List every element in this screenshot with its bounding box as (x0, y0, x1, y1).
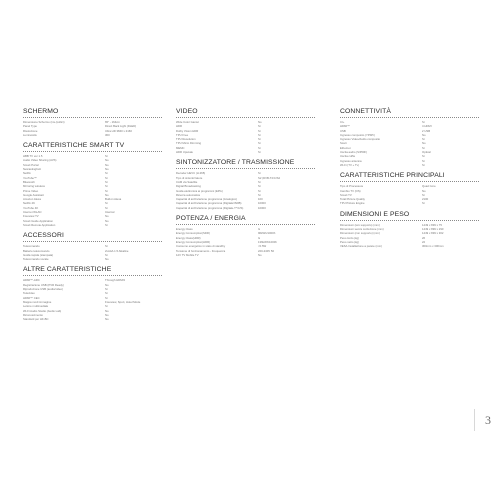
spec-label: YouTube 4K (23, 205, 39, 210)
spec-value: Sì (105, 244, 108, 249)
spec-label: Dimensioni (con supporto) (mm) (340, 231, 380, 236)
spec-value: Sì (105, 184, 108, 189)
spec-label: TPU Resolution (176, 137, 196, 142)
section-title: SCHERMO (23, 108, 59, 115)
spec-label: Netflix (23, 171, 31, 176)
spec-value: 10000 (258, 205, 266, 210)
spec-value: Sì (422, 145, 425, 150)
spec-label: Amazon Alexa (23, 197, 41, 202)
spec-value: Sì (422, 120, 425, 124)
spec-value: Sì (258, 128, 261, 133)
spec-value: 100 (258, 197, 263, 202)
spec-label: HDMI™ (340, 124, 350, 129)
spec-value: No (105, 282, 109, 287)
spec-value: Sì (258, 184, 261, 189)
spec-section (176, 107, 316, 154)
spec-value: Sì (422, 154, 425, 159)
spec-label: Energy Class(HDR) (176, 235, 201, 240)
spec-column-left (23, 104, 163, 325)
spec-section (340, 171, 480, 205)
spec-label: Bluetooth (23, 179, 35, 184)
spec-value: Sì (258, 179, 261, 184)
spec-value: 1449 x 839 x 75 (422, 222, 442, 227)
spec-value: No (105, 162, 109, 167)
spec-value: Sì (258, 192, 261, 197)
spec-label: Mappa modi immagine (23, 299, 52, 304)
section-title: CARATTERISTICHE PRINCIPALI (340, 172, 445, 180)
spec-value: Quad Core (422, 184, 436, 189)
spec-label: Tipo di Processore (340, 184, 364, 189)
spec-label: Internet WLAN (23, 210, 42, 215)
spec-value: Sì (258, 171, 261, 176)
spec-label: Scart (340, 141, 347, 146)
spec-label: Smart Portal (23, 162, 39, 167)
spec-label: HDMI™-ARC (23, 278, 40, 283)
spec-section (23, 265, 163, 321)
spec-value: Sì (258, 132, 261, 137)
spec-value: Sì (258, 124, 261, 129)
spec-label: Wide Color Gamut (176, 120, 200, 124)
spec-label: YouTube™ (23, 175, 37, 180)
section-divider (23, 151, 163, 152)
spec-value: 10000 (258, 201, 266, 206)
section-divider (340, 220, 480, 221)
section-divider (340, 117, 480, 118)
spec-label: Peso lordo (kg) (340, 235, 359, 240)
spec-label: Luminosità (23, 132, 37, 137)
spec-value: Sì (105, 291, 108, 296)
spec-label: Prime Video (23, 188, 39, 193)
spec-section (23, 231, 163, 261)
spec-value: Sì (258, 145, 261, 150)
spec-label: Audio Video Sharing (AVS) (23, 158, 57, 163)
spec-label: Capacità di archiviazione programma (Digitale-T*/C/S) (176, 205, 244, 210)
spec-value: No (105, 158, 109, 163)
spec-row (176, 150, 316, 154)
spec-label: Energy Class (176, 227, 193, 232)
spec-label: Freeview TV (23, 214, 39, 219)
spec-label: CAM via Satellite (176, 179, 198, 184)
spec-value: 22 (422, 239, 426, 244)
section-title: VIDEO (176, 108, 198, 115)
spec-label: Consumo energetico in stato di standby (176, 244, 226, 249)
section-title: CARATTERISTICHE SMART TV (23, 142, 125, 150)
spec-label: CI+ (340, 120, 345, 124)
spec-section (340, 107, 480, 167)
spec-value: Sì (105, 205, 108, 210)
spec-value: No (258, 120, 262, 124)
spec-label: TPU Micro Dimming (176, 141, 202, 146)
spec-value: Sì (258, 137, 261, 142)
spec-label: Netcastingbutt (23, 167, 41, 172)
spec-label: Riproduzione USB (audio/video) (23, 287, 63, 292)
spec-value: Through HDMI3 (105, 278, 125, 283)
spec-value: No (422, 188, 426, 193)
spec-label: Telecomando (23, 244, 40, 249)
spec-value: Internal (105, 210, 115, 215)
spec-label: Energy Consumption(HDR) (176, 239, 211, 244)
section-title: ALTRE CARATTERISTICHE (23, 266, 112, 274)
spec-label: Mirroring wireless (23, 184, 45, 189)
spec-value: Sì (422, 192, 425, 197)
spec-label: Capacità di archiviazione programma (Analogico) (176, 197, 238, 202)
spec-label: HDMI™ CEC (23, 295, 40, 300)
spec-label: Uscita audio (S/PDIF) (340, 150, 368, 155)
spec-value: <0.5W (258, 244, 267, 249)
spec-value: Sì (105, 154, 108, 159)
spec-value: No (258, 252, 262, 257)
spec-value: G (258, 227, 261, 232)
spec-value: Sì (422, 201, 425, 206)
spec-value: Freeview, Sport, Hotel Mode (105, 299, 141, 304)
spec-label: Lettore multimediale (23, 304, 49, 309)
spec-value: 1449 x 839 x 302 (422, 231, 444, 236)
spec-value: S2 (DVB-T2/C/S2 (258, 175, 281, 180)
spec-section (23, 107, 163, 137)
spec-label: Cambio TV (OS) (340, 188, 361, 193)
spec-value: Sì (258, 141, 261, 146)
spec-row (23, 257, 163, 261)
spec-value: Sì (105, 179, 108, 184)
spec-value: 300mm x 300mm (422, 244, 444, 249)
spec-value: Sì (105, 171, 108, 176)
spec-label: Ingresso composito (YPbPr) (340, 132, 375, 137)
spec-label: Tensione di funzionamento - Frequenza (176, 248, 226, 253)
spec-label: Peso netto (kg) (340, 239, 359, 244)
spec-value: 4 HDMI (422, 124, 432, 129)
spec-value: Sì (105, 252, 108, 257)
spec-value: No (105, 317, 109, 322)
section-divider (176, 168, 316, 169)
spec-label: Capacità di archiviazione programma (Digitale/ISDB) (176, 201, 242, 206)
spec-label: Registrazione USB (PVR Ready) (23, 282, 64, 287)
spec-value: Sì (105, 175, 108, 180)
spec-label: Dimensioni senza confezione (mm) (340, 227, 384, 232)
spec-row (340, 201, 480, 205)
spec-label: Ingresso Video/Audio composito (340, 137, 381, 142)
section-title: DIMENSIONI E PESO (340, 210, 410, 218)
spec-label: 12V TV Mobile TV (176, 252, 199, 257)
spec-label: Guida rapida (stampata) (23, 252, 54, 257)
spec-value: Ultra HD 3840 x 2160 (105, 128, 132, 133)
spec-value: 65" - 164cm (105, 120, 120, 124)
spec-value: 220-240V 50 (258, 248, 275, 253)
spec-row (176, 206, 316, 210)
spec-label: Dimensione Schermo (ins./pollici) (23, 120, 65, 124)
spec-label: Risoluzione (23, 128, 38, 133)
section-divider (176, 117, 316, 118)
spec-column-middle (176, 104, 316, 261)
section-title: SINTONIZZATORE / TRASMISSIONE (176, 159, 295, 167)
spec-value: No (105, 218, 109, 223)
spec-value: 26 (422, 235, 426, 240)
spec-label: Standard per HF-BC (23, 317, 49, 322)
spec-label: Dolby Vision HDR (176, 128, 199, 133)
spec-value: Sì (422, 158, 425, 163)
spec-section (23, 141, 163, 227)
spec-label: Digital Broadcasting (176, 184, 201, 189)
section-divider (176, 224, 316, 225)
spec-value: Sì (105, 188, 108, 193)
spec-value: Sì (422, 137, 425, 142)
spec-label: Telecomando vocale (23, 257, 49, 262)
spec-column-right (340, 104, 480, 253)
spec-value: Sì (105, 295, 108, 300)
spec-row (340, 163, 480, 167)
spec-value: 2100 (422, 197, 429, 202)
section-divider (23, 275, 163, 276)
spec-label: Netflix 4K (23, 201, 35, 206)
page-number: 3 (474, 409, 500, 431)
spec-value: Built-in Alexa (105, 197, 122, 202)
section-divider (23, 241, 163, 242)
spec-value: Direct Back Light (DLED) (105, 124, 137, 129)
spec-label: USB (340, 128, 346, 133)
spec-label: HBB TV ver 1.5 (23, 154, 43, 159)
spec-value: 96kWh/1000h (258, 231, 276, 236)
spec-label: HDR (176, 124, 183, 129)
spec-label: Guida elettronica ai programmi (EPG) (176, 188, 223, 193)
spec-label: Total Picture Quality (340, 197, 365, 202)
spec-value: No (105, 192, 109, 197)
spec-label: Smart Guide Application (23, 218, 54, 223)
spec-value: Sì (105, 304, 108, 309)
spec-row (23, 317, 163, 321)
spec-label: VESA Installazione a parete (mm) (340, 244, 382, 249)
spec-label: Batterie telecomando (23, 248, 50, 253)
spec-value: 136kWh/1000h (258, 239, 277, 244)
spec-value: No (105, 312, 109, 317)
spec-label: Google Assistant (23, 192, 44, 197)
spec-value: Sì (105, 287, 108, 292)
spec-label: Ricerca automatica (176, 192, 200, 197)
spec-label: TPU Picture Engine (340, 201, 365, 206)
spec-label: HDR Upscale (176, 150, 193, 155)
spec-label: Televideo (23, 291, 35, 296)
spec-label: Decoder HEVC (H.265) (176, 171, 206, 176)
spec-value: 2 USB (422, 128, 431, 133)
spec-label: Wi-Fi (TV + Tv) (340, 162, 359, 167)
spec-value: No (105, 308, 109, 313)
spec-label: Ethernet (340, 145, 351, 150)
spec-value: G (258, 235, 261, 240)
spec-row (23, 133, 163, 137)
spec-label: Panel Type (23, 124, 37, 129)
spec-value: No (105, 214, 109, 219)
spec-label: MEMC (176, 145, 185, 150)
spec-value: Sì (105, 222, 108, 227)
spec-value: No (422, 132, 426, 137)
spec-section (340, 210, 480, 249)
spec-section (176, 214, 316, 257)
spec-label: TPU Free (176, 132, 189, 137)
spec-value: No (422, 141, 426, 146)
spec-label: Dimensioni (w/o supporto) (mm) (340, 222, 380, 227)
spec-label: Uscita cuffie (340, 154, 356, 159)
section-title: ACCESSORI (23, 232, 64, 240)
spec-label: Tipo di sintonizzatore (176, 175, 203, 180)
spec-value: No (105, 167, 109, 172)
spec-value: 1449 x 899 x 290 (422, 227, 444, 232)
spec-label: Ingresso antenna (340, 158, 362, 163)
spec-value: Sì (258, 188, 261, 193)
spec-label: Smart Remote Application (23, 222, 56, 227)
spec-value: Sì (105, 201, 108, 206)
spec-row (340, 244, 480, 248)
spec-value: 300 (105, 132, 110, 137)
spec-section (176, 158, 316, 210)
section-divider (340, 181, 480, 182)
spec-value: 2xAAA 1.5 Alkaline (105, 248, 129, 253)
section-divider (23, 117, 163, 118)
spec-label: Riconoscimento (23, 312, 43, 317)
spec-label: Wi-Fi Audio Studio (Audio Lab) (23, 308, 62, 313)
spec-value: Sì (422, 162, 425, 167)
section-title: POTENZA / ENERGIA (176, 215, 246, 223)
spec-label: Smart TV (340, 192, 352, 197)
spec-row (176, 253, 316, 257)
section-title: CONNETTIVITÀ (340, 108, 392, 115)
spec-value: No (105, 257, 109, 262)
spec-value: Optical (422, 150, 431, 155)
spec-value: Sì (258, 150, 261, 155)
spec-row (23, 223, 163, 227)
spec-label: Energy Consumption(SDR) (176, 231, 210, 236)
